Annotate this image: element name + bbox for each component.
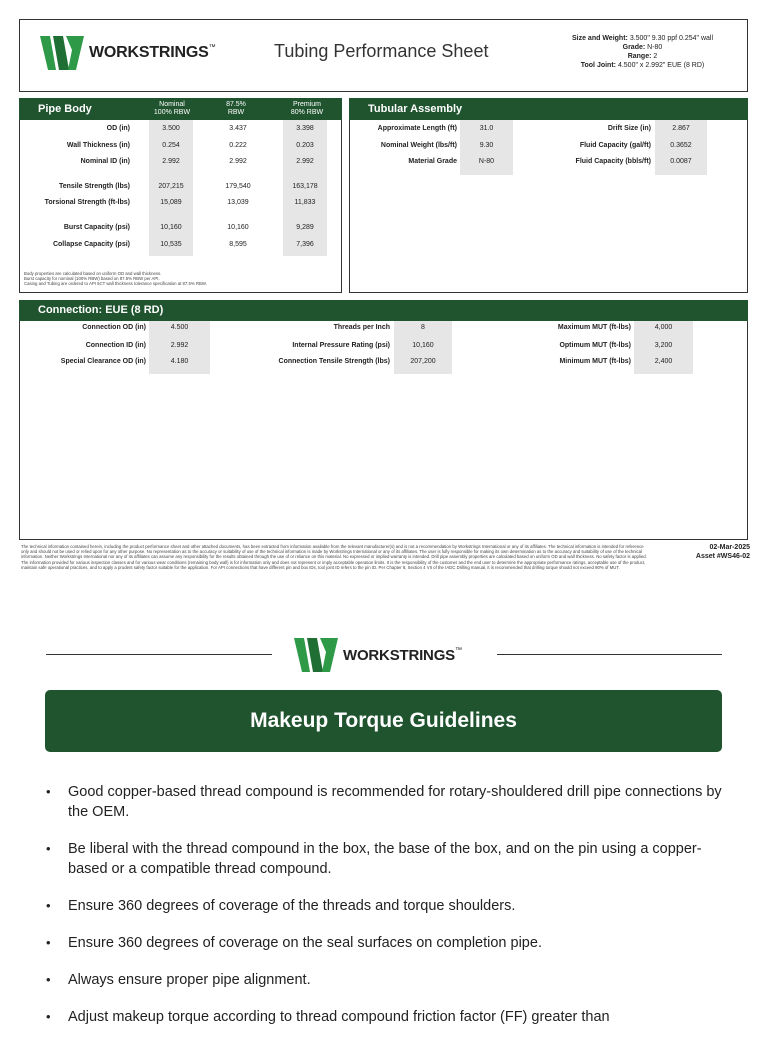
pipe-row-value: 15,089 [160,199,182,206]
pipe-row-value: 10,535 [160,241,182,248]
connection-value: 4,000 [654,324,673,331]
connection-value: 8 [421,324,425,331]
tubular-value: 2.867 [672,125,690,132]
pipe-row-value: 3.398 [296,125,314,132]
date: 02-Mar-2025 [709,544,750,551]
logo-wordmark: WORKSTRINGS™ [343,646,462,664]
pipe-row-value: 3.437 [229,125,247,132]
workstrings-w-logo-icon [40,36,84,70]
tubular-value: 0.0087 [670,158,692,165]
connection-label: Special Clearance OD (in) [60,358,146,365]
pipe-row-value: 13,039 [227,199,249,206]
pipe-row-value: 9,289 [296,224,314,231]
connection-value: 207,200 [410,358,436,365]
note-line: Casing and Tubing are ordered to API 5CT wall thickness tolerance specification at 87.5% RBW. [24,281,207,286]
list-item: • Adjust makeup torque according to thread compound friction factor (FF) greater than [45,1007,735,1027]
page-title: Tubing Performance Sheet [274,41,489,61]
col-875: 87.5% RBW [226,101,246,116]
note-line: Burst capacity for nominal (100% RBW) based on 87.5% RBW per API. [24,276,160,281]
tubular-label: Material Grade [408,158,457,165]
pipe-row-value: 163,178 [292,183,318,190]
connection-label: Connection Tensile Strength (lbs) [278,358,390,365]
connection-label: Connection ID (in) [85,342,146,349]
connection-value: 3,200 [654,342,673,349]
pipe-row-label: Burst Capacity (psi) [63,224,130,231]
col-premium: Premium 80% RBW [290,101,324,116]
connection-label: Threads per Inch [333,324,390,331]
pipe-row-value: 0.222 [229,142,247,149]
meta-grade: Grade: N-80 [622,44,663,51]
pipe-row-value: 7,396 [296,241,314,248]
pipe-row-value: 2.992 [296,158,314,165]
tubular-header [349,98,748,120]
asset-number: Asset #WS46-02 [695,553,750,560]
tubular-title: Tubular Assembly [368,103,463,115]
connection-value: 2,400 [654,358,673,365]
tubular-value: 9.30 [479,142,494,149]
note-line: Body properties are calculated based on uniform OD and wall thickness. [24,271,162,276]
list-item: • Good copper-based thread compound is recommended for rotary-shouldered drill pipe connections by the OEM. [45,782,735,822]
tubular-label: Nominal Weight (lbs/ft) [380,142,457,149]
divider-right [497,654,722,655]
guideline-list [45,782,735,1044]
tubular-value: 31.0 [479,125,494,132]
pipe-row-label: Torsional Strength (ft-lbs) [44,199,130,206]
pipe-row-value: 0.254 [162,142,180,149]
connection-value: 10,160 [412,342,434,349]
pipe-row-label: Nominal ID (in) [80,158,130,165]
meta-tool-joint: Tool Joint: 4.500" x 2.992" EUE (8 RD) [580,62,705,69]
connection-label: Internal Pressure Rating (psi) [292,342,390,349]
brand-logo-page2 [294,638,462,672]
meta-size-weight: Size and Weight: 3.500" 9.30 ppf 0.254" wall [571,35,714,42]
tubular-label: Fluid Capacity (gal/ft) [579,142,651,149]
logo-wordmark: WORKSTRINGS™ [89,44,216,61]
divider-left [46,654,272,655]
pipe-row-value: 10,160 [227,224,249,231]
list-item: • Always ensure proper pipe alignment. [45,970,735,990]
connection-label: Minimum MUT (ft-lbs) [559,358,631,365]
list-item: • Ensure 360 degrees of coverage of the threads and torque shoulders. [45,896,735,916]
pipe-body-notes [24,271,324,286]
pipe-body-header [19,98,342,120]
col-nominal: Nominal 100% RBW [153,101,191,116]
list-item: • Ensure 360 degrees of coverage on the seal surfaces on completion pipe. [45,933,735,953]
pipe-body-title: Pipe Body [38,103,92,115]
pipe-row-label: OD (in) [106,125,130,132]
pipe-row-label: Wall Thickness (in) [66,142,130,149]
connection-title: Connection: EUE (8 RD) [38,304,164,316]
header-meta [545,34,740,70]
date-asset [660,543,750,561]
pipe-row-label: Tensile Strength (lbs) [58,183,130,190]
pipe-row-value: 2.992 [229,158,247,165]
pipe-row-value: 179,540 [225,183,251,190]
connection-header [19,300,748,321]
brand-logo [40,36,215,70]
pipe-row-value: 207,215 [158,183,184,190]
tubular-label: Drift Size (in) [607,125,651,132]
pipe-row-value: 11,833 [294,199,316,206]
list-item: • Be liberal with the thread compound in the box, the base of the box, and on the pin using a copper-based or a compatible thread compound. [45,839,735,879]
makeup-torque-title: Makeup Torque Guidelines [45,690,722,752]
tubular-value: 0.3652 [670,142,692,149]
disclaimer: The technical information contained herein, including the product performance sheet and other attached documents, has been extracted from information available from the relevant manufacturer(s) and is not a recommendation by Workstrings International or any of its affiliates. The technical information is intended for reference only and should not be used or relied upon for any other purpose. No representation as to the accuracy or suitability of use of the technical information is made by Workstrings International or any of its affiliates. The user is fully responsible for making its own determination as to the accuracy and suitability of use of the technical information. Neither Workstrings International nor any of its affiliates can assume any responsibility for the results obtained through the use of or reliance on this material. No expressed or implied warranty is intended. Drill pipe assembly properties are calculated based on uniform OD and wall thickness. No safety factor is applied. The information provided for various inspection classes and for various wear conditions (remaining body wall) is for information only and does not represent or imply acceptable operation limits. It is the responsibility of the customer and the end user to determine the appropriate performance ratings, acceptable use of the product, maintain safe operational practices, and to apply a prudent safety factor suitable for the application. For API connections that have different pin and box IDs, tool joint ID refers to the pin ID. Per Chapter 8, Section 4 VII of the IADC Drilling manual, it is recommended that drilling torque should not exceed 80% of MUT. [21,544,647,570]
pipe-row-label: Collapse Capacity (psi) [52,241,130,248]
connection-value: 2.992 [170,342,189,349]
tubular-label: Fluid Capacity (bbls/ft) [575,158,651,165]
pipe-row-value: 0.203 [296,142,314,149]
connection-value: 4.500 [170,324,189,331]
tubular-label: Approximate Length (ft) [377,125,457,132]
connection-label: Connection OD (in) [82,324,146,331]
tubular-value: N-80 [478,158,495,165]
connection-value: 4.180 [170,358,189,365]
pipe-row-value: 3.500 [162,125,180,132]
connection-label: Optimum MUT (ft-lbs) [559,342,631,349]
connection-label: Maximum MUT (ft-lbs) [557,324,631,331]
pipe-row-value: 8,595 [229,241,247,248]
meta-range: Range: 2 [627,53,658,60]
pipe-row-value: 2.992 [162,158,180,165]
pipe-row-value: 10,160 [160,224,182,231]
workstrings-w-logo-icon [294,638,338,672]
